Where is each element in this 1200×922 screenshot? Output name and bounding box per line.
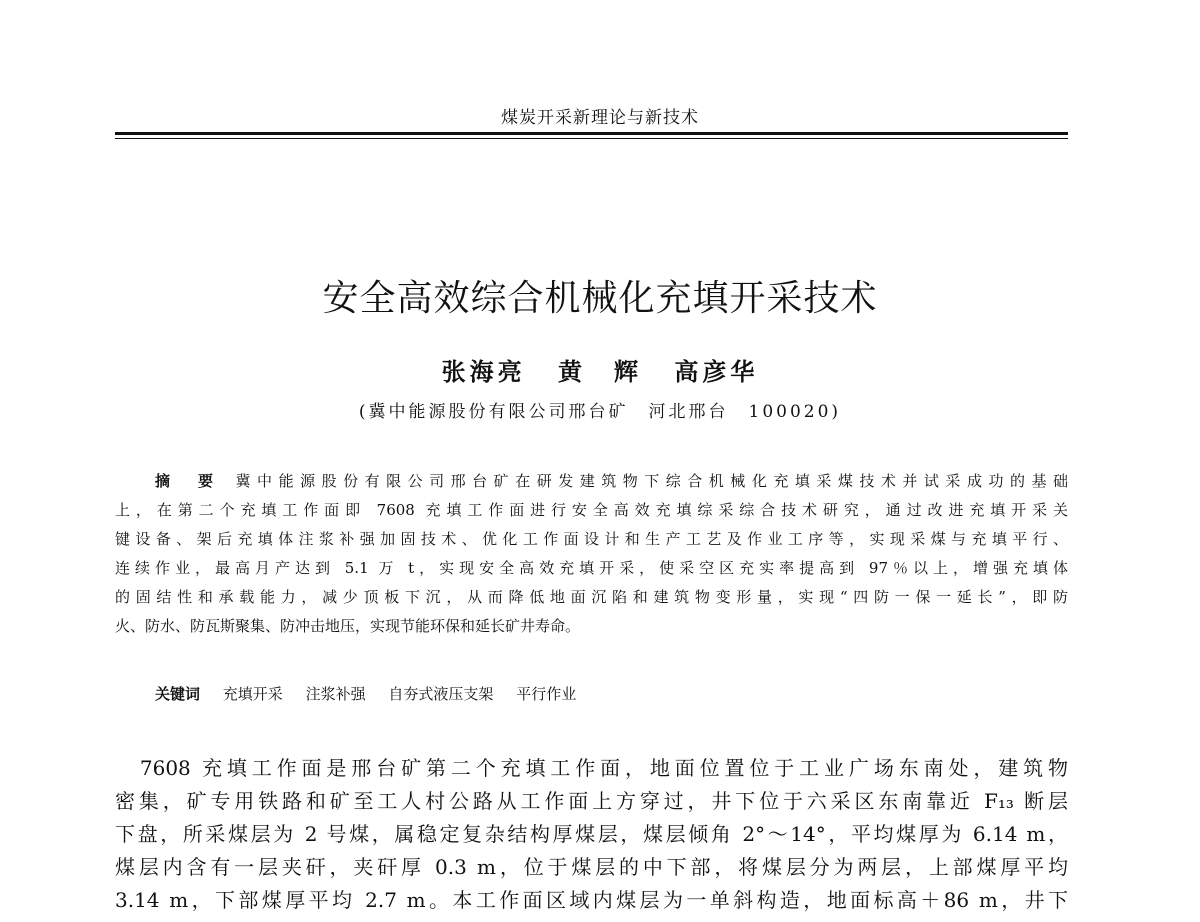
abstract-line: 键设备、架后充填体注浆补强加固技术、优化工作面设计和生产工艺及作业工序等，实现采煤与充填平行、 (115, 530, 1068, 548)
abstract-label: 摘 要 (155, 472, 220, 490)
header-rule-thick (115, 132, 1068, 135)
paper-title: 安全高效综合机械化充填开采技术 (322, 278, 878, 319)
abstract-line: 上，在第二个充填工作面即 7608 充填工作面进行安全高效充填综采综合技术研究，通过改进充填开采关 (115, 501, 1068, 519)
abstract-line: 火、防水、防瓦斯聚集、防冲击地压，实现节能环保和延长矿井寿命。 (115, 617, 581, 635)
header-rule-thin (115, 138, 1068, 139)
keyword: 自夯式液压支架 (388, 685, 494, 703)
body-line: 7608 充填工作面是邢台矿第二个充填工作面，地面位置位于工业广场东南处，建筑物 (115, 756, 1068, 780)
body-text (115, 752, 1068, 917)
keyword: 平行作业 (516, 685, 577, 703)
body-line: 3.14 m，下部煤厚平均 2.7 m。本工作面区域内煤层为一单斜构造，地面标高＋86 m，井下 (115, 888, 1068, 912)
body-line: 下盘，所采煤层为 2 号煤，属稳定复杂结构厚煤层，煤层倾角 2°～14°，平均煤厚为 6.14 m， (115, 822, 1068, 846)
author: 张海亮 (441, 357, 526, 386)
body-line: 密集，矿专用铁路和矿至工人村公路从工作面上方穿过，井下位于六采区东南靠近 F₁₃ 断层 (115, 789, 1068, 813)
keyword: 充填开采 (222, 685, 283, 703)
keyword: 注浆补强 (305, 685, 366, 703)
author: 高彦华 (674, 357, 759, 386)
abstract-line: 的固结性和承载能力，减少顶板下沉，从而降低地面沉陷和建筑物变形量，实现“四防一保一延长”，即防 (115, 588, 1068, 606)
authors (0, 352, 1200, 387)
body-line: 煤层内含有一层夹矸，夹矸厚 0.3 m，位于煤层的中下部，将煤层分为两层，上部煤厚平均 (115, 855, 1068, 879)
abstract-line: 摘 要 冀中能源股份有限公司邢台矿在研发建筑物下综合机械化充填采煤技术并试采成功的基础 (155, 472, 1068, 490)
running-head: 煤炭开采新理论与新技术 (501, 108, 699, 128)
affiliation: (冀中能源股份有限公司邢台矿 河北邢台 100020) (358, 402, 842, 422)
keywords (155, 683, 576, 704)
keywords-label: 关键词 (155, 685, 201, 703)
abstract (115, 467, 1068, 641)
abstract-line: 连续作业，最高月产达到 5.1 万 t，实现安全高效充填开采，使采空区充实率提高到 97％以上，增强充填体 (115, 559, 1068, 577)
author: 黄 辉 (558, 357, 642, 386)
